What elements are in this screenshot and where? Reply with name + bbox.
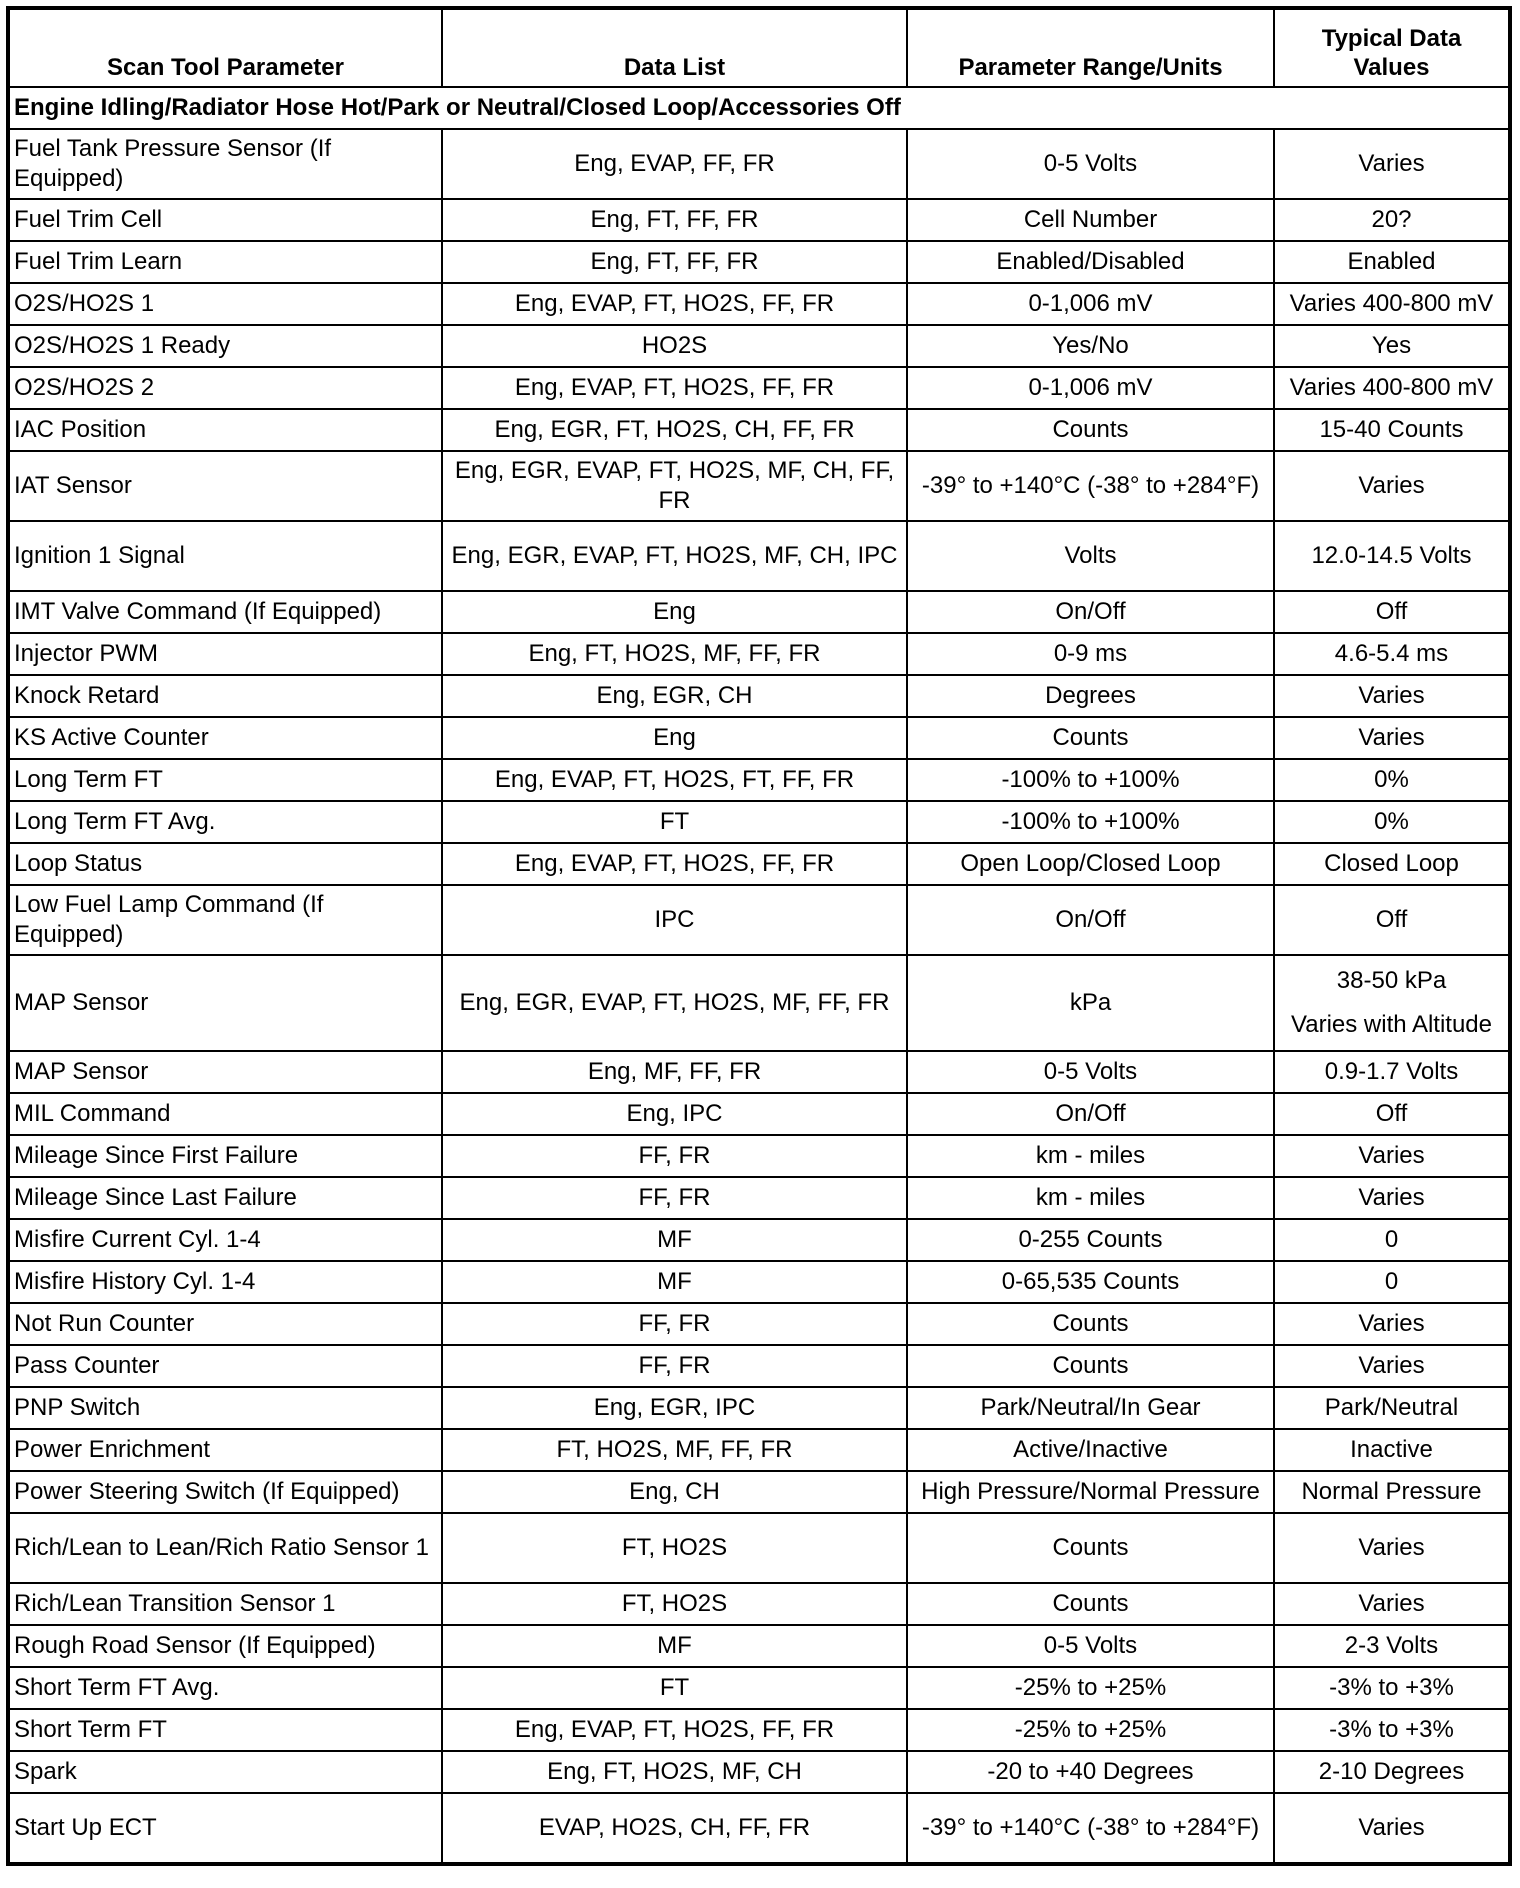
cell-scan-tool-parameter: Low Fuel Lamp Command (If Equipped) (8, 885, 442, 955)
table-body (8, 87, 1510, 1864)
cell-parameter-range: On/Off (907, 1093, 1274, 1135)
cell-data-list: IPC (442, 885, 907, 955)
cell-scan-tool-parameter: Long Term FT (8, 759, 442, 801)
table-row (8, 1345, 1510, 1387)
cell-typical-value: 0 (1274, 1219, 1510, 1261)
cell-typical-value: Normal Pressure (1274, 1471, 1510, 1513)
cell-scan-tool-parameter: Pass Counter (8, 1345, 442, 1387)
cell-typical-value: Varies (1274, 1135, 1510, 1177)
cell-typical-value: 15-40 Counts (1274, 409, 1510, 451)
table-row (8, 591, 1510, 633)
cell-data-list: Eng, MF, FF, FR (442, 1051, 907, 1093)
cell-data-list: Eng (442, 717, 907, 759)
typical-value-primary: 38-50 kPa (1336, 967, 1447, 994)
cell-parameter-range: 0-5 Volts (907, 1625, 1274, 1667)
cell-parameter-range: 0-9 ms (907, 633, 1274, 675)
cell-scan-tool-parameter: MAP Sensor (8, 955, 442, 1051)
cell-typical-value: Varies (1274, 675, 1510, 717)
table-row (8, 409, 1510, 451)
cell-parameter-range: 0-5 Volts (907, 129, 1274, 199)
cell-typical-value: 2-3 Volts (1274, 1625, 1510, 1667)
table-row (8, 1135, 1510, 1177)
table-row (8, 955, 1510, 1051)
cell-data-list: FF, FR (442, 1345, 907, 1387)
cell-scan-tool-parameter: Mileage Since Last Failure (8, 1177, 442, 1219)
table-row (8, 1751, 1510, 1793)
cell-parameter-range: Counts (907, 717, 1274, 759)
cell-data-list: Eng, EVAP, FT, HO2S, FF, FR (442, 1709, 907, 1751)
cell-data-list: MF (442, 1625, 907, 1667)
cell-typical-value: 12.0-14.5 Volts (1274, 521, 1510, 591)
cell-scan-tool-parameter: Long Term FT Avg. (8, 801, 442, 843)
cell-scan-tool-parameter: MIL Command (8, 1093, 442, 1135)
cell-typical-value: Varies (1274, 451, 1510, 521)
cell-typical-value: Varies (1274, 717, 1510, 759)
header-scan-tool-parameter: Scan Tool Parameter (8, 8, 442, 87)
cell-data-list: FT (442, 801, 907, 843)
table-row (8, 1625, 1510, 1667)
cell-typical-value: Varies (1274, 129, 1510, 199)
cell-parameter-range: Park/Neutral/In Gear (907, 1387, 1274, 1429)
cell-scan-tool-parameter: O2S/HO2S 1 (8, 283, 442, 325)
cell-data-list: Eng, EGR, EVAP, FT, HO2S, MF, FF, FR (442, 955, 907, 1051)
cell-typical-value: Off (1274, 885, 1510, 955)
table-row (8, 1583, 1510, 1625)
cell-data-list: FF, FR (442, 1135, 907, 1177)
cell-data-list: Eng, EGR, EVAP, FT, HO2S, MF, CH, IPC (442, 521, 907, 591)
cell-data-list: Eng, EGR, IPC (442, 1387, 907, 1429)
cell-data-list: Eng, EVAP, FT, HO2S, FF, FR (442, 283, 907, 325)
cell-scan-tool-parameter: PNP Switch (8, 1387, 442, 1429)
cell-typical-value: Enabled (1274, 241, 1510, 283)
cell-scan-tool-parameter: Fuel Trim Cell (8, 199, 442, 241)
cell-parameter-range: -100% to +100% (907, 759, 1274, 801)
header-data-list: Data List (442, 8, 907, 87)
table-row (8, 1093, 1510, 1135)
table-header (8, 8, 1510, 87)
cell-parameter-range: -39° to +140°C (-38° to +284°F) (907, 1793, 1274, 1864)
cell-scan-tool-parameter: Misfire Current Cyl. 1-4 (8, 1219, 442, 1261)
cell-scan-tool-parameter: Not Run Counter (8, 1303, 442, 1345)
cell-typical-value: Varies (1274, 1303, 1510, 1345)
cell-scan-tool-parameter: Start Up ECT (8, 1793, 442, 1864)
cell-data-list: Eng, EVAP, FF, FR (442, 129, 907, 199)
cell-parameter-range: km - miles (907, 1177, 1274, 1219)
table-row (8, 451, 1510, 521)
cell-data-list: Eng, EVAP, FT, HO2S, FT, FF, FR (442, 759, 907, 801)
cell-scan-tool-parameter: Power Enrichment (8, 1429, 442, 1471)
cell-parameter-range: kPa (907, 955, 1274, 1051)
cell-data-list: Eng, FT, HO2S, MF, FF, FR (442, 633, 907, 675)
cell-typical-value: -3% to +3% (1274, 1667, 1510, 1709)
cell-parameter-range: Cell Number (907, 199, 1274, 241)
table-row (8, 843, 1510, 885)
cell-data-list: FF, FR (442, 1303, 907, 1345)
cell-scan-tool-parameter: Short Term FT Avg. (8, 1667, 442, 1709)
table-row (8, 241, 1510, 283)
cell-data-list: Eng, EGR, FT, HO2S, CH, FF, FR (442, 409, 907, 451)
cell-data-list: Eng (442, 591, 907, 633)
table-row (8, 129, 1510, 199)
cell-typical-value: Varies (1274, 1513, 1510, 1583)
table-row (8, 325, 1510, 367)
cell-typical-value: Varies (1274, 1177, 1510, 1219)
cell-scan-tool-parameter: Injector PWM (8, 633, 442, 675)
cell-typical-value: Varies (1274, 1583, 1510, 1625)
cell-typical-value: Varies (1274, 1345, 1510, 1387)
cell-parameter-range: Counts (907, 1583, 1274, 1625)
cell-scan-tool-parameter: Misfire History Cyl. 1-4 (8, 1261, 442, 1303)
cell-parameter-range: 0-1,006 mV (907, 283, 1274, 325)
cell-parameter-range: -25% to +25% (907, 1709, 1274, 1751)
cell-data-list: FF, FR (442, 1177, 907, 1219)
cell-typical-value: Inactive (1274, 1429, 1510, 1471)
table-row (8, 1219, 1510, 1261)
table-row (8, 1513, 1510, 1583)
cell-parameter-range: Counts (907, 409, 1274, 451)
cell-parameter-range: -20 to +40 Degrees (907, 1751, 1274, 1793)
typical-value-note: Varies with Altitude (1291, 1011, 1492, 1038)
cell-scan-tool-parameter: Ignition 1 Signal (8, 521, 442, 591)
cell-typical-value: 20? (1274, 199, 1510, 241)
cell-typical-value: 0% (1274, 759, 1510, 801)
table-row (8, 759, 1510, 801)
cell-scan-tool-parameter: KS Active Counter (8, 717, 442, 759)
cell-parameter-range: On/Off (907, 591, 1274, 633)
table-row (8, 801, 1510, 843)
cell-parameter-range: On/Off (907, 885, 1274, 955)
cell-data-list: MF (442, 1261, 907, 1303)
table-row (8, 367, 1510, 409)
cell-scan-tool-parameter: Knock Retard (8, 675, 442, 717)
cell-scan-tool-parameter: IMT Valve Command (If Equipped) (8, 591, 442, 633)
cell-typical-value: -3% to +3% (1274, 1709, 1510, 1751)
cell-scan-tool-parameter: Fuel Tank Pressure Sensor (If Equipped) (8, 129, 442, 199)
cell-scan-tool-parameter: Rich/Lean to Lean/Rich Ratio Sensor 1 (8, 1513, 442, 1583)
cell-scan-tool-parameter: Fuel Trim Learn (8, 241, 442, 283)
table-row (8, 1429, 1510, 1471)
cell-typical-value (1274, 955, 1510, 1051)
cell-typical-value: Varies 400-800 mV (1274, 283, 1510, 325)
cell-data-list: FT, HO2S (442, 1513, 907, 1583)
cell-data-list: Eng, EVAP, FT, HO2S, FF, FR (442, 367, 907, 409)
table-row (8, 1793, 1510, 1864)
cell-parameter-range: -39° to +140°C (-38° to +284°F) (907, 451, 1274, 521)
cell-data-list: FT, HO2S (442, 1583, 907, 1625)
cell-parameter-range: 0-65,535 Counts (907, 1261, 1274, 1303)
cell-parameter-range: High Pressure/Normal Pressure (907, 1471, 1274, 1513)
cell-typical-value: Park/Neutral (1274, 1387, 1510, 1429)
table-row (8, 633, 1510, 675)
cell-typical-value: Off (1274, 591, 1510, 633)
cell-parameter-range: Counts (907, 1345, 1274, 1387)
cell-data-list: Eng, EGR, EVAP, FT, HO2S, MF, CH, FF, FR (442, 451, 907, 521)
cell-parameter-range: Counts (907, 1303, 1274, 1345)
table-row (8, 717, 1510, 759)
cell-scan-tool-parameter: Spark (8, 1751, 442, 1793)
table-row (8, 675, 1510, 717)
cell-data-list: EVAP, HO2S, CH, FF, FR (442, 1793, 907, 1864)
cell-scan-tool-parameter: Loop Status (8, 843, 442, 885)
cell-data-list: FT (442, 1667, 907, 1709)
cell-typical-value: 4.6-5.4 ms (1274, 633, 1510, 675)
cell-scan-tool-parameter: O2S/HO2S 2 (8, 367, 442, 409)
cell-typical-value: 0% (1274, 801, 1510, 843)
cell-data-list: Eng, FT, HO2S, MF, CH (442, 1751, 907, 1793)
cell-scan-tool-parameter: O2S/HO2S 1 Ready (8, 325, 442, 367)
cell-data-list: Eng, FT, FF, FR (442, 199, 907, 241)
cell-typical-value: Yes (1274, 325, 1510, 367)
cell-parameter-range: Open Loop/Closed Loop (907, 843, 1274, 885)
cell-typical-value: 2-10 Degrees (1274, 1751, 1510, 1793)
table-row (8, 283, 1510, 325)
header-typical-data-values-label: Typical Data Values (1321, 25, 1462, 81)
cell-typical-value: 0 (1274, 1261, 1510, 1303)
table-row (8, 1051, 1510, 1093)
cell-data-list: Eng, EGR, CH (442, 675, 907, 717)
cell-data-list: FT, HO2S, MF, FF, FR (442, 1429, 907, 1471)
cell-typical-value: Off (1274, 1093, 1510, 1135)
cell-scan-tool-parameter: Power Steering Switch (If Equipped) (8, 1471, 442, 1513)
scan-tool-data-table (6, 6, 1512, 1866)
operating-condition: Engine Idling/Radiator Hose Hot/Park or Neutral/Closed Loop/Accessories Off (8, 87, 1510, 129)
table-row (8, 885, 1510, 955)
cell-parameter-range: -100% to +100% (907, 801, 1274, 843)
cell-scan-tool-parameter: IAT Sensor (8, 451, 442, 521)
cell-parameter-range: 0-5 Volts (907, 1051, 1274, 1093)
cell-parameter-range: km - miles (907, 1135, 1274, 1177)
table-row (8, 1177, 1510, 1219)
table-row (8, 1709, 1510, 1751)
cell-parameter-range: Active/Inactive (907, 1429, 1274, 1471)
table-row (8, 1303, 1510, 1345)
cell-typical-value: 0.9-1.7 Volts (1274, 1051, 1510, 1093)
cell-typical-value: Closed Loop (1274, 843, 1510, 885)
cell-data-list: Eng, EVAP, FT, HO2S, FF, FR (442, 843, 907, 885)
cell-data-list: Eng, FT, FF, FR (442, 241, 907, 283)
cell-scan-tool-parameter: IAC Position (8, 409, 442, 451)
cell-parameter-range: 0-255 Counts (907, 1219, 1274, 1261)
table-row (8, 1261, 1510, 1303)
cell-scan-tool-parameter: Short Term FT (8, 1709, 442, 1751)
cell-typical-value: Varies (1274, 1793, 1510, 1864)
cell-scan-tool-parameter: MAP Sensor (8, 1051, 442, 1093)
cell-parameter-range: Counts (907, 1513, 1274, 1583)
header-typical-data-values (1274, 8, 1510, 87)
cell-parameter-range: 0-1,006 mV (907, 367, 1274, 409)
table-row (8, 199, 1510, 241)
cell-parameter-range: Degrees (907, 675, 1274, 717)
table-row (8, 1667, 1510, 1709)
cell-data-list: Eng, IPC (442, 1093, 907, 1135)
table-row (8, 521, 1510, 591)
table-row (8, 1387, 1510, 1429)
cell-data-list: Eng, CH (442, 1471, 907, 1513)
cell-scan-tool-parameter: Mileage Since First Failure (8, 1135, 442, 1177)
cell-parameter-range: Enabled/Disabled (907, 241, 1274, 283)
cell-scan-tool-parameter: Rich/Lean Transition Sensor 1 (8, 1583, 442, 1625)
cell-typical-value: Varies 400-800 mV (1274, 367, 1510, 409)
header-parameter-range-units: Parameter Range/Units (907, 8, 1274, 87)
cell-parameter-range: -25% to +25% (907, 1667, 1274, 1709)
cell-parameter-range: Yes/No (907, 325, 1274, 367)
cell-parameter-range: Volts (907, 521, 1274, 591)
cell-data-list: MF (442, 1219, 907, 1261)
table-row (8, 1471, 1510, 1513)
scan-tool-data-page (6, 6, 1508, 1866)
cell-scan-tool-parameter: Rough Road Sensor (If Equipped) (8, 1625, 442, 1667)
cell-data-list: HO2S (442, 325, 907, 367)
